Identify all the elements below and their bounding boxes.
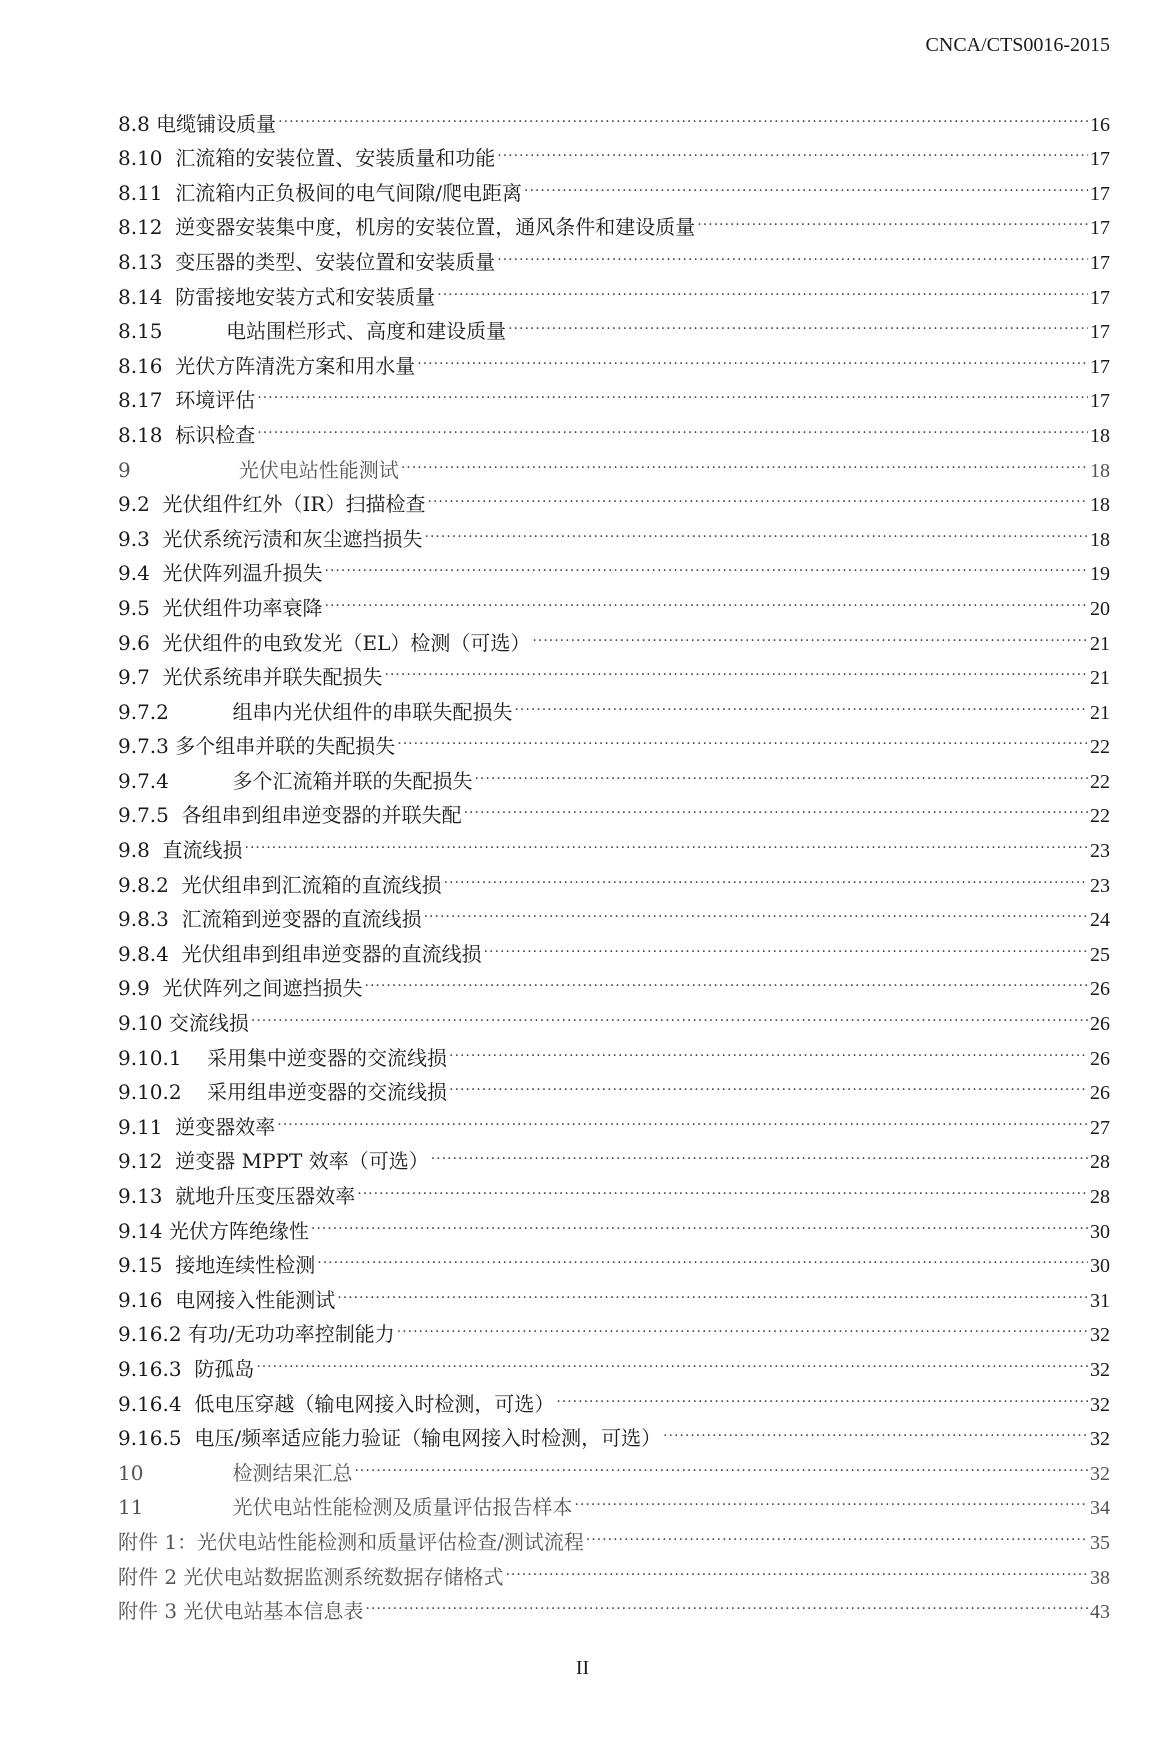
toc-entry-title: 采用集中逆变器的交流线损 (207, 1045, 448, 1070)
toc-entry-number: 8.15 (118, 319, 227, 344)
toc-entry-number: 9.6 (118, 630, 163, 655)
toc-entry-page: 18 (1090, 494, 1110, 517)
toc-entry-page: 17 (1090, 321, 1110, 344)
toc-dot-leader (325, 580, 1088, 615)
toc-entry-page: 32 (1090, 1324, 1110, 1347)
toc-dot-leader (354, 1445, 1088, 1480)
toc-entry-title: 光伏系统污渍和灰尘遮挡损失 (162, 526, 423, 551)
toc-entry-page: 17 (1090, 182, 1110, 205)
toc-entry-page: 43 (1090, 1601, 1110, 1624)
toc-dot-leader (424, 892, 1088, 927)
toc-entry-page: 19 (1090, 563, 1110, 586)
toc-entry-title: 光伏方阵绝缘性 (168, 1218, 309, 1243)
toc-entry-title: 逆变器效率 (175, 1114, 276, 1139)
toc-entry-number: 8.16 (118, 353, 176, 378)
toc-dot-leader (397, 719, 1088, 754)
toc-dot-leader (505, 1549, 1088, 1584)
toc-entry-number: 8.13 (118, 249, 176, 274)
toc-dot-leader (497, 131, 1088, 166)
toc-dot-leader (556, 1376, 1088, 1411)
toc-entry-page: 17 (1090, 355, 1110, 378)
toc-entry-number: 9 (118, 457, 239, 482)
toc-entry-title: 附件 2 光伏电站数据监测系统数据存储格式 (118, 1564, 504, 1589)
toc-dot-leader (251, 995, 1088, 1030)
toc-entry-number: 8.17 (118, 388, 176, 413)
toc-entry-title: 电缆铺设质量 (156, 111, 277, 136)
toc-entry-page: 26 (1090, 1013, 1110, 1036)
toc-entry-number: 9.3 (118, 526, 163, 551)
toc-entry-title: 电站围栏形式、高度和建设质量 (226, 319, 507, 344)
toc-dot-leader (385, 650, 1088, 685)
toc-dot-leader (357, 1168, 1088, 1203)
toc-entry-page: 17 (1090, 148, 1110, 171)
toc-entry-page: 17 (1090, 217, 1110, 240)
toc-entry[interactable] (118, 995, 1110, 1036)
toc-dot-leader (474, 753, 1088, 788)
toc-entry-page: 18 (1090, 424, 1110, 447)
toc-dot-leader (365, 1584, 1088, 1619)
toc-entry-title: 汇流箱的安装位置、安装质量和功能 (175, 146, 496, 171)
toc-entry-title: 电网接入性能测试 (175, 1287, 336, 1312)
toc-entry-number: 9.12 (118, 1149, 176, 1174)
toc-entry-number: 9.9 (118, 976, 163, 1001)
toc-entry-page: 32 (1090, 1462, 1110, 1485)
toc-entry-page: 30 (1090, 1255, 1110, 1278)
toc-dot-leader (444, 857, 1088, 892)
toc-dot-leader (365, 961, 1088, 996)
toc-entry[interactable] (118, 822, 1110, 863)
toc-entry-number: 9.4 (118, 561, 163, 586)
toc-entry-page: 28 (1090, 1186, 1110, 1208)
toc-entry-page: 17 (1090, 390, 1110, 413)
toc-entry-title: 电压/频率适应能力验证（输电网接入时检测，可选） (194, 1426, 662, 1451)
toc-entry-page: 17 (1090, 286, 1110, 309)
toc-entry[interactable] (118, 1376, 1110, 1416)
toc-entry-title: 交流线损 (168, 1011, 249, 1036)
toc-entry-page: 26 (1090, 1082, 1110, 1105)
toc-dot-leader (484, 926, 1088, 961)
toc-entry-number: 9.8.4 (118, 941, 182, 966)
toc-entry-number: 11 (118, 1495, 233, 1520)
toc-dot-leader (325, 546, 1088, 581)
toc-entry-title: 有功/无功功率控制能力 (187, 1322, 395, 1347)
toc-entry-title: 汇流箱到逆变器的直流线损 (181, 907, 422, 932)
toc-entry-title: 光伏组件的电致发光（EL）检测（可选） (162, 630, 531, 655)
toc-dot-leader (425, 511, 1088, 546)
toc-entry[interactable] (118, 1341, 1110, 1381)
toc-entry-number: 8.8 (118, 111, 157, 136)
toc-entry-number: 9.8.2 (118, 872, 182, 897)
toc-entry-page: 31 (1090, 1289, 1110, 1312)
toc-entry-page: 32 (1090, 1358, 1110, 1381)
toc-entry-title: 低电压穿越（输电网接入时检测，可选） (194, 1391, 555, 1416)
toc-entry-number: 8.18 (118, 422, 176, 447)
page-number: II (575, 1657, 590, 1679)
toc-dot-leader (245, 822, 1088, 857)
toc-entry-page: 20 (1090, 597, 1110, 620)
toc-entry-title: 光伏组串到组串逆变器的直流线损 (181, 941, 482, 966)
document-id: CNCA/CTS0016-2015 (925, 34, 1110, 56)
toc-entry-title: 各组串到组串逆变器的并联失配 (181, 803, 462, 828)
toc-entry-title: 汇流箱内正负极间的电气间隙/爬电距离 (175, 180, 522, 205)
toc-entry-page: 18 (1090, 528, 1110, 551)
toc-entry-title: 环境评估 (175, 388, 256, 413)
toc-entry-title: 逆变器安装集中度，机房的安装位置，通风条件和建设质量 (175, 215, 696, 240)
toc-entry-title: 检测结果汇总 (232, 1460, 353, 1485)
toc-dot-leader (464, 788, 1088, 823)
toc-entry-number: 9.2 (118, 492, 163, 517)
toc-entry-number: 9.14 (118, 1218, 169, 1243)
toc-entry-number: 9.13 (118, 1184, 176, 1208)
toc-entry[interactable] (118, 1030, 1110, 1070)
toc-entry-title: 逆变器 MPPT 效率（可选） (175, 1149, 429, 1174)
toc-entry-page: 16 (1090, 113, 1110, 136)
toc-dot-leader (257, 373, 1088, 408)
toc-entry-title: 光伏组件红外（IR）扫描检查 (162, 492, 426, 517)
toc-entry-page: 21 (1090, 667, 1110, 690)
toc-dot-leader (397, 1307, 1088, 1342)
toc-entry-number: 9.10 (118, 1011, 169, 1036)
toc-entry-number: 9.7 (118, 665, 163, 690)
toc-entry-title: 标识检查 (175, 422, 256, 447)
toc-entry-title: 多个组串并联的失配损失 (175, 734, 396, 759)
toc-entry-title: 组串内光伏组件的串联失配损失 (232, 699, 513, 724)
toc-entry-number: 9.8.3 (118, 907, 182, 932)
toc-entry-number: 9.16.3 (118, 1356, 195, 1381)
toc-entry[interactable] (118, 407, 1110, 447)
toc-entry-number: 9.8 (118, 838, 163, 863)
toc-entry-page: 25 (1090, 943, 1110, 966)
toc-entry-number: 9.16 (118, 1287, 176, 1312)
toc-dot-leader (497, 234, 1088, 269)
toc-entry-title: 采用组串逆变器的交流线损 (207, 1080, 448, 1105)
toc-entry-title: 光伏电站性能检测及质量评估报告样本 (232, 1495, 573, 1520)
toc-dot-leader (428, 477, 1089, 512)
toc-dot-leader (431, 1134, 1088, 1169)
toc-entry[interactable] (118, 373, 1110, 413)
toc-entry-page: 28 (1090, 1151, 1110, 1174)
toc-entry-number: 9.7.5 (118, 803, 182, 828)
toc-dot-leader (514, 684, 1088, 719)
toc-entry-page: 34 (1090, 1497, 1110, 1520)
toc-dot-leader (697, 200, 1088, 235)
toc-entry-title: 多个汇流箱并联的失配损失 (232, 768, 473, 793)
toc-dot-leader (508, 304, 1088, 339)
toc-dot-leader (586, 1514, 1088, 1549)
toc-entry-number: 9.10.2 (118, 1080, 208, 1105)
toc-dot-leader (401, 442, 1088, 477)
toc-entry-number: 9.10.1 (118, 1045, 208, 1070)
toc-entry-page: 22 (1090, 770, 1110, 793)
toc-entry-title: 接地连续性检测 (175, 1253, 316, 1278)
toc-dot-leader (311, 1203, 1088, 1238)
toc-entry-title: 光伏组串到汇流箱的直流线损 (181, 872, 442, 897)
toc-entry-page: 24 (1090, 909, 1110, 932)
toc-entry-number: 9.5 (118, 595, 163, 620)
toc-entry-number: 8.12 (118, 215, 176, 240)
toc-entry-number: 9.11 (118, 1114, 176, 1139)
toc-entry-title: 光伏电站性能测试 (238, 457, 399, 482)
toc-entry-title: 防孤岛 (194, 1356, 255, 1381)
toc-entry-page: 22 (1090, 805, 1110, 828)
toc-entry-title: 防雷接地安装方式和安装质量 (175, 284, 436, 309)
toc-entry-page: 32 (1090, 1428, 1110, 1451)
toc-entry-number: 9.7.2 (118, 699, 233, 724)
toc-entry-page: 23 (1090, 874, 1110, 897)
toc-dot-leader (256, 1341, 1088, 1376)
toc-entry-number: 9.7.4 (118, 768, 233, 793)
toc-entry-page: 26 (1090, 978, 1110, 1001)
toc-entry-page: 18 (1090, 459, 1110, 482)
toc-dot-leader (663, 1411, 1088, 1446)
toc-entry-title: 就地升压变压器效率 (175, 1184, 356, 1208)
toc-dot-leader (277, 1099, 1088, 1134)
toc-entry-number: 8.14 (118, 284, 176, 309)
toc-entry[interactable] (118, 96, 1110, 136)
toc-entry-number: 9.16.4 (118, 1391, 195, 1416)
toc-entry-number: 8.10 (118, 146, 176, 171)
toc-dot-leader (532, 615, 1088, 650)
toc-entry-title: 光伏组件功率衰降 (162, 595, 323, 620)
toc-dot-leader (449, 1065, 1088, 1100)
toc-entry-number: 9.15 (118, 1253, 176, 1278)
toc-entry-number: 9.7.3 (118, 734, 176, 759)
toc-entry-page: 38 (1090, 1566, 1110, 1589)
toc-entry-page: 27 (1090, 1116, 1110, 1139)
toc-entry-page: 23 (1090, 840, 1110, 863)
toc-entry-title: 光伏阵列之间遮挡损失 (162, 976, 363, 1001)
toc-entry-title: 直流线损 (162, 838, 243, 863)
toc-entry-title: 附件 1：光伏电站性能检测和质量评估检查/测试流程 (118, 1529, 584, 1554)
toc-entry-title: 光伏阵列温升损失 (162, 561, 323, 586)
table-of-contents (118, 96, 1110, 1624)
toc-entry-page: 35 (1090, 1531, 1110, 1554)
toc-entry-page: 30 (1090, 1220, 1110, 1243)
toc-entry-page: 32 (1090, 1393, 1110, 1416)
toc-dot-leader (437, 269, 1088, 304)
toc-entry-page: 21 (1090, 632, 1110, 655)
toc-entry-number: 8.11 (118, 180, 176, 205)
toc-entry[interactable] (118, 857, 1110, 897)
toc-dot-leader (449, 1030, 1088, 1065)
toc-dot-leader (257, 407, 1088, 442)
toc-entry-title: 附件 3 光伏电站基本信息表 (118, 1599, 364, 1624)
toc-dot-leader (278, 96, 1088, 131)
toc-entry-title: 光伏系统串并联失配损失 (162, 665, 383, 690)
toc-dot-leader (337, 1272, 1088, 1307)
toc-entry-page: 21 (1090, 701, 1110, 724)
toc-entry-number: 10 (118, 1460, 233, 1485)
toc-dot-leader (524, 165, 1088, 200)
toc-entry-page: 17 (1090, 251, 1110, 274)
toc-entry-page: 22 (1090, 736, 1110, 759)
toc-entry-title: 变压器的类型、安装位置和安装质量 (175, 249, 496, 274)
toc-entry-number: 9.16.2 (118, 1322, 188, 1347)
toc-entry-title: 光伏方阵清洗方案和用水量 (175, 353, 416, 378)
toc-dot-leader (317, 1238, 1088, 1273)
toc-entry[interactable] (118, 442, 1110, 482)
toc-dot-leader (574, 1480, 1088, 1515)
toc-dot-leader (417, 338, 1088, 373)
toc-entry-number: 9.16.5 (118, 1426, 195, 1451)
toc-entry-page: 26 (1090, 1047, 1110, 1070)
